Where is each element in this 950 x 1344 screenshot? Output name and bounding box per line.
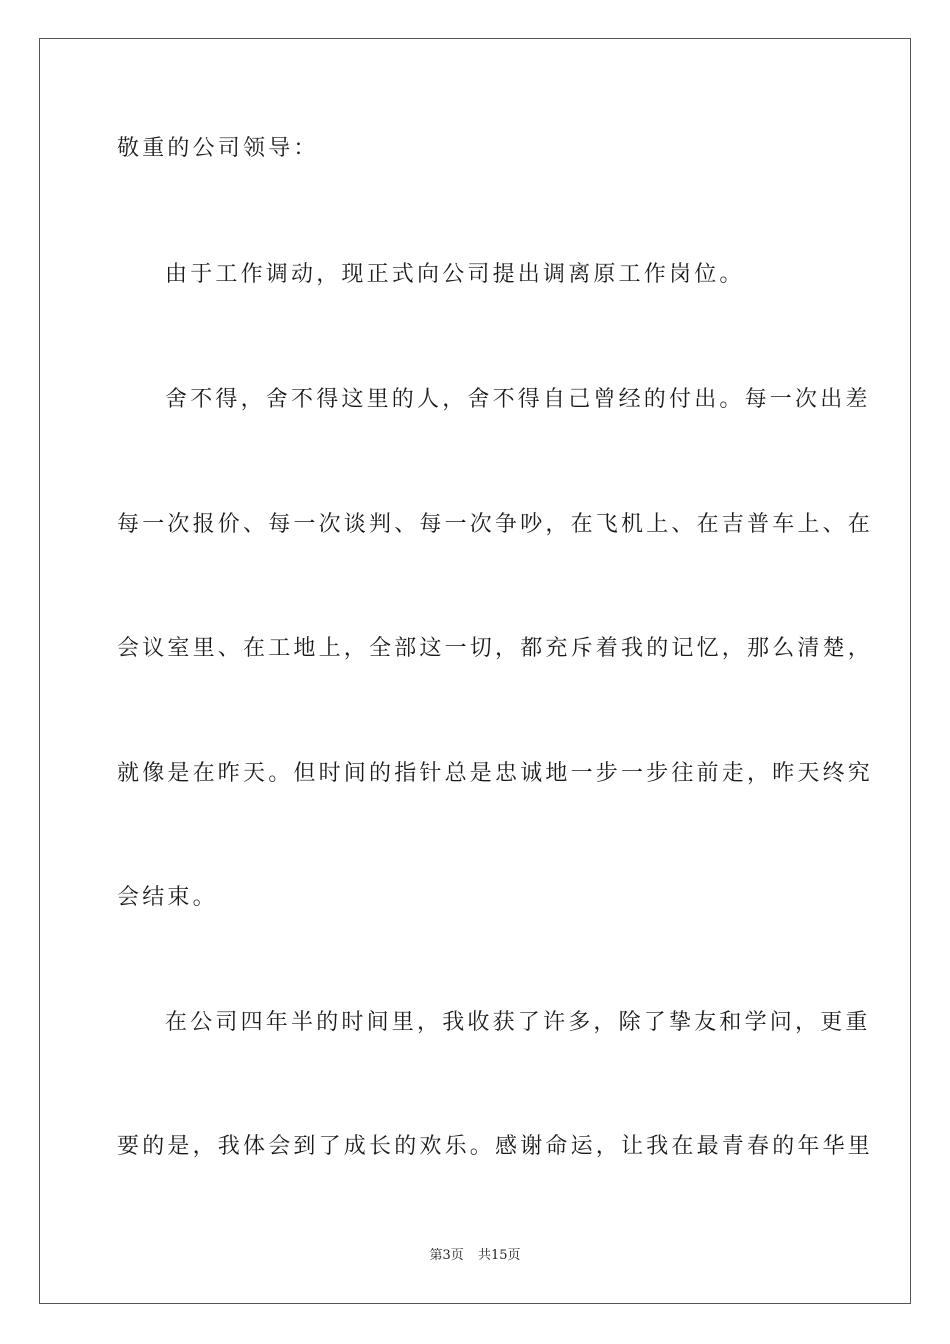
- paragraph-line: 在公司四年半的时间里，我收获了许多，除了挚友和学问，更重: [165, 1010, 871, 1035]
- page-total: 共15页: [477, 1248, 521, 1263]
- paragraph-line: 舍不得，舍不得这里的人，舍不得自己曾经的付出。每一次出差: [165, 387, 871, 412]
- paragraph-line: 会议室里、在工地上，全部这一切，都充斥着我的记忆，那么清楚，: [117, 636, 874, 661]
- page-footer: [0, 1248, 950, 1264]
- paragraph-line: 就像是在昨天。但时间的指针总是忠诚地一步一步往前走，昨天终究: [117, 761, 874, 786]
- paragraph-line: 由于工作调动，现正式向公司提出调离原工作岗位。: [165, 262, 745, 287]
- paragraph-line: 会结束。: [117, 885, 218, 910]
- paragraph-line: 要的是，我体会到了成长的欢乐。感谢命运，让我在最青春的年华里: [117, 1134, 874, 1159]
- salutation: 敬重的公司领导：: [117, 136, 319, 161]
- page-border: [39, 38, 911, 1304]
- paragraph-line: 每一次报价、每一次谈判、每一次争吵，在飞机上、在吉普车上、在: [117, 512, 874, 537]
- page-number: 第3页: [429, 1248, 464, 1263]
